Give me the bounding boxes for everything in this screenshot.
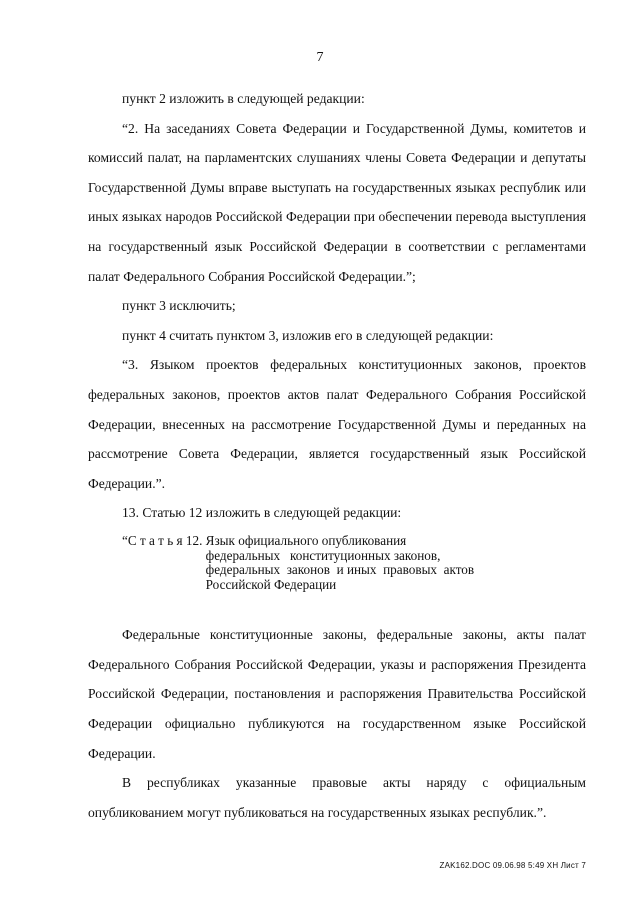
paragraph-publication-rule: Федеральные конституционные законы, федеральные законы, акты палат Федерального Собрания Российской Федерации, указы и распоряжения Президента Российской Федерации, постановления и распоряжения Правительства Российской Федерации официально публикуются на государственном языке Российской Федерации. bbox=[88, 627, 586, 761]
paragraph-item-2-intro: пункт 2 изложить в следующей редакции: bbox=[122, 91, 365, 106]
article-title-line: Язык официального опубликования bbox=[205, 532, 407, 548]
spacer bbox=[88, 592, 586, 620]
paragraph-item-3-exclude: пункт 3 исключить; bbox=[122, 298, 236, 314]
paragraph-republic-publication: В республиках указанные правовые акты наряду с официальным опубликованием могут публиковаться на государственных языках республик.”. bbox=[88, 775, 586, 820]
article-12-title bbox=[206, 534, 474, 592]
paragraph-item-2-text: “2. На заседаниях Совета Федерации и Государственной Думы, комитетов и комиссий палат, на парламентских слушаниях члены Совета Федерации и депутаты Государственной Думы вправе выступать на государственных языках республик или иных языках народов Российской Федерации при обеспечении перевода выступления на государственный язык Российской Федерации в соответствии с регламентами палат Федерального Собрания Российской Федерации.”; bbox=[88, 120, 586, 284]
page-number: 7 bbox=[316, 50, 324, 65]
article-12-heading bbox=[122, 534, 586, 592]
document-footer: ZAK162.DOC 09.06.98 5:49 ХН Лист 7 bbox=[439, 861, 586, 870]
article-12-lead: “С т а т ь я 12. bbox=[122, 532, 206, 548]
article-title-line: Российской Федерации bbox=[205, 576, 337, 592]
article-title-line: федеральных конституционных законов, bbox=[205, 547, 441, 563]
paragraph-item-3-text: “3. Языком проектов федеральных конституционных законов, проектов федеральных законов, проектов актов палат Федерального Собрания Российской Федерации, внесенных на рассмотрение Государственной Думы и переданных на рассмотрение Совета Федерации, является государственный язык Российской Федерации.”. bbox=[88, 357, 586, 491]
paragraph-article-12-intro: 13. Статью 12 изложить в следующей редакции: bbox=[122, 505, 402, 521]
document-body bbox=[88, 84, 586, 827]
paragraph-item-4-intro: пункт 4 считать пунктом 3, изложив его в следующей редакции: bbox=[122, 327, 494, 343]
article-title-line: федеральных законов и иных правовых актов bbox=[205, 562, 475, 578]
